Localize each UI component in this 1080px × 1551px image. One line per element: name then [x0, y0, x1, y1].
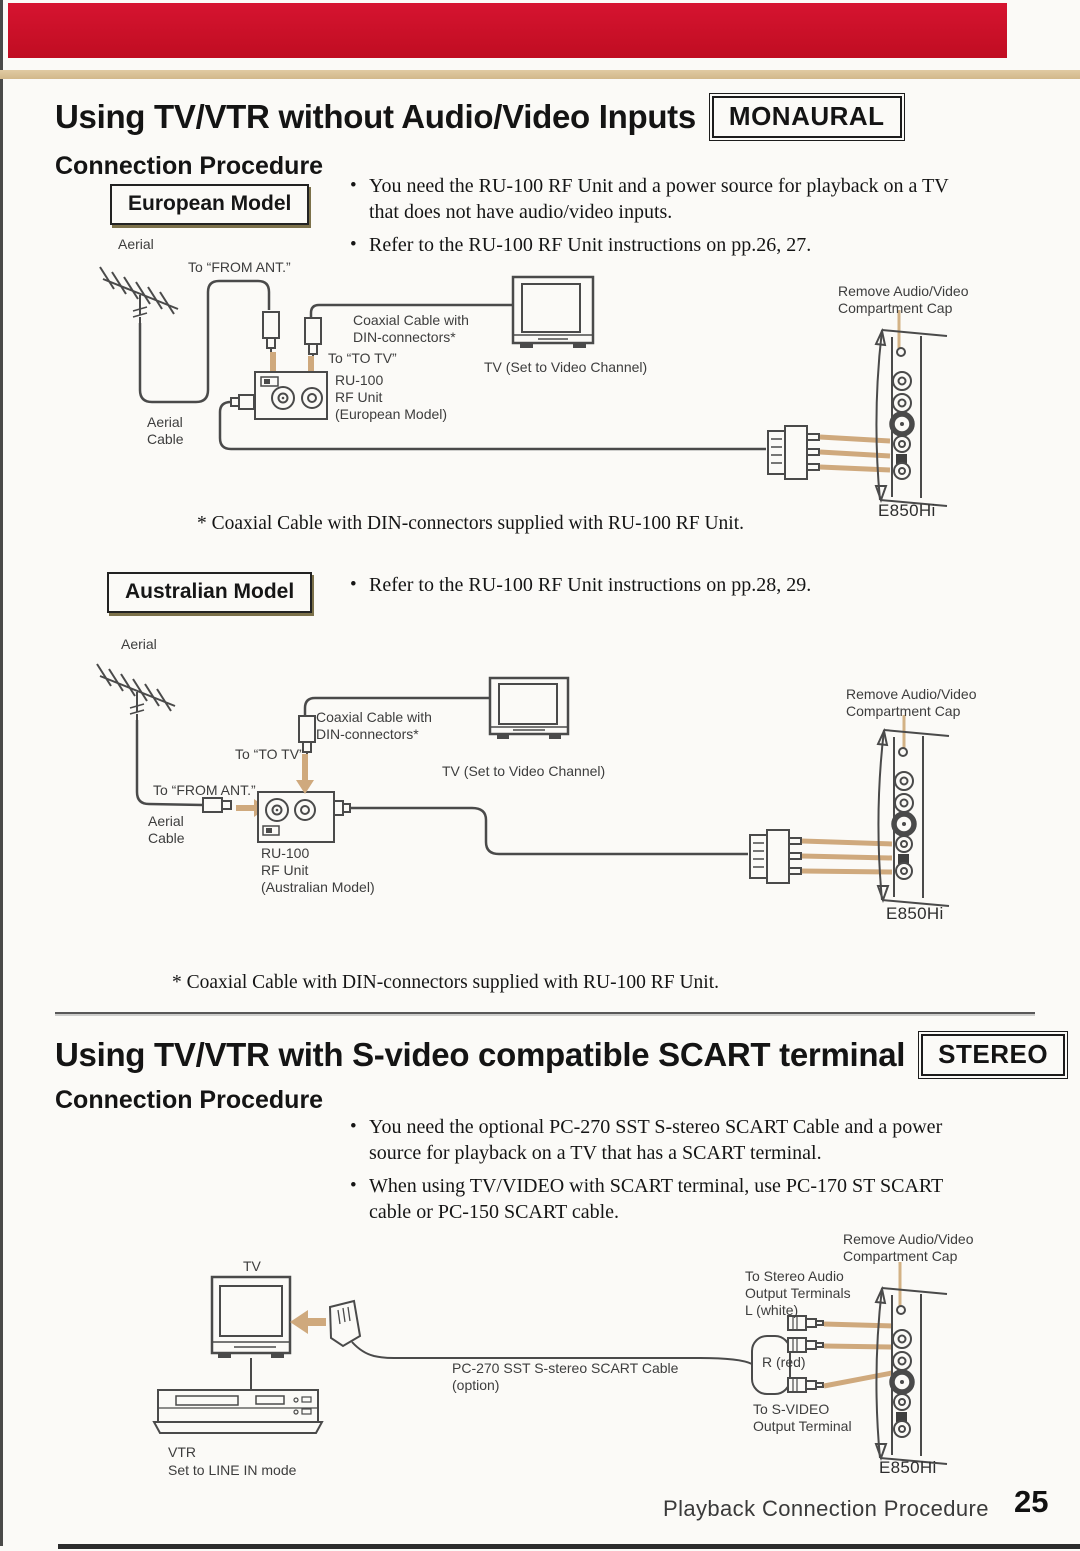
bullet-item: • You need the optional PC-270 SST S-stereo SCART Cable and a power source for playback on a TV that has a SCART terminal.: [350, 1114, 1040, 1166]
to-to-tv-label: To “TO TV”: [328, 350, 397, 366]
bullet-line: • You need the RU-100 RF Unit and a power source for playback on a TV: [369, 175, 949, 197]
european-connection-diagram-artwork: [0, 230, 1080, 530]
bullet-item: [350, 173, 1040, 225]
to-from-ant-label: To “FROM ANT.”: [153, 782, 256, 798]
stereo-badge: STEREO: [921, 1034, 1065, 1076]
device-name-label: E850Hi: [886, 904, 944, 923]
australian-bullets: [350, 572, 1040, 605]
aerial-label: Aerial: [118, 236, 154, 252]
section1-header: [55, 96, 902, 138]
tv-label: TV: [243, 1258, 261, 1274]
remove-cap-label: Remove Audio/Video Compartment Cap: [846, 686, 977, 719]
section2-subtitle: Connection Procedure: [55, 1086, 324, 1114]
section1-title: Using TV/VTR without Audio/Video Inputs: [55, 98, 696, 135]
aerial-cable-label: Aerial Cable: [148, 813, 185, 846]
to-to-tv-label: To “TO TV”: [235, 746, 304, 762]
footer-section-label: Playback Connection Procedure: [663, 1496, 989, 1521]
device-name-label: E850Hi: [878, 501, 936, 520]
coax-cable-label: Coaxial Cable with DIN-connectors*: [316, 709, 432, 742]
remove-cap-label: Remove Audio/Video Compartment Cap: [843, 1231, 974, 1264]
r-red-label: R (red): [762, 1354, 806, 1370]
remove-cap-label: Remove Audio/Video Compartment Cap: [838, 283, 969, 316]
australian-connection-diagram-artwork: [0, 630, 1080, 930]
section-divider: [55, 1012, 1035, 1014]
stereo-audio-label: To Stereo Audio Output Terminals L (white): [745, 1268, 851, 1318]
tan-divider-rule: [0, 70, 1080, 79]
red-header-bar: [8, 3, 1007, 58]
tv-note-label: TV (Set to Video Channel): [484, 359, 648, 375]
scart-cable-label: PC-270 SST S-stereo SCART Cable (option): [452, 1360, 679, 1393]
tv-note-label: TV (Set to Video Channel): [442, 763, 606, 779]
coax-cable-label: Coaxial Cable with DIN-connectors*: [353, 312, 469, 345]
aerial-label: Aerial: [121, 636, 157, 652]
european-model-badge: European Model: [110, 184, 309, 225]
to-from-ant-label: To “FROM ANT.”: [188, 259, 291, 275]
ru100-unit-label: RU-100 RF Unit (European Model): [335, 372, 448, 422]
section1-subtitle: Connection Procedure: [55, 152, 324, 180]
australian-footnote: * Coaxial Cable with DIN-connectors supplied with RU-100 RF Unit.: [172, 972, 720, 993]
bullet-item: • Refer to the RU-100 RF Unit instructions on pp.28, 29.: [350, 572, 1040, 598]
section2-title: Using TV/VTR with S-video compatible SCART terminal: [55, 1036, 906, 1073]
ru100-unit-label: RU-100 RF Unit (Australian Model): [261, 845, 375, 895]
australian-model-badge: Australian Model: [107, 572, 312, 613]
vtr-label: VTR: [168, 1444, 196, 1460]
section2-bullets: [350, 1114, 1040, 1232]
bullet-item: • When using TV/VIDEO with SCART terminal, use PC-170 ST SCART cable or PC-150 SCART cable.: [350, 1173, 1040, 1225]
device-name-label: E850Hi: [879, 1458, 937, 1477]
section2-header: [55, 1034, 1065, 1076]
bottom-edge-bar: [58, 1544, 1080, 1549]
monaural-badge: MONAURAL: [712, 96, 902, 138]
svideo-label: To S-VIDEO Output Terminal: [753, 1401, 852, 1434]
aerial-cable-label: Aerial Cable: [147, 414, 184, 447]
european-footnote: * Coaxial Cable with DIN-connectors supplied with RU-100 RF Unit.: [197, 513, 745, 534]
bullet-line: that does not have audio/video inputs.: [369, 201, 673, 223]
bullet-item: • Refer to the RU-100 RF Unit instructions on pp.26, 27.: [350, 232, 1040, 258]
page-number: 25: [1014, 1484, 1049, 1519]
vtr-mode-label: Set to LINE IN mode: [168, 1462, 297, 1478]
